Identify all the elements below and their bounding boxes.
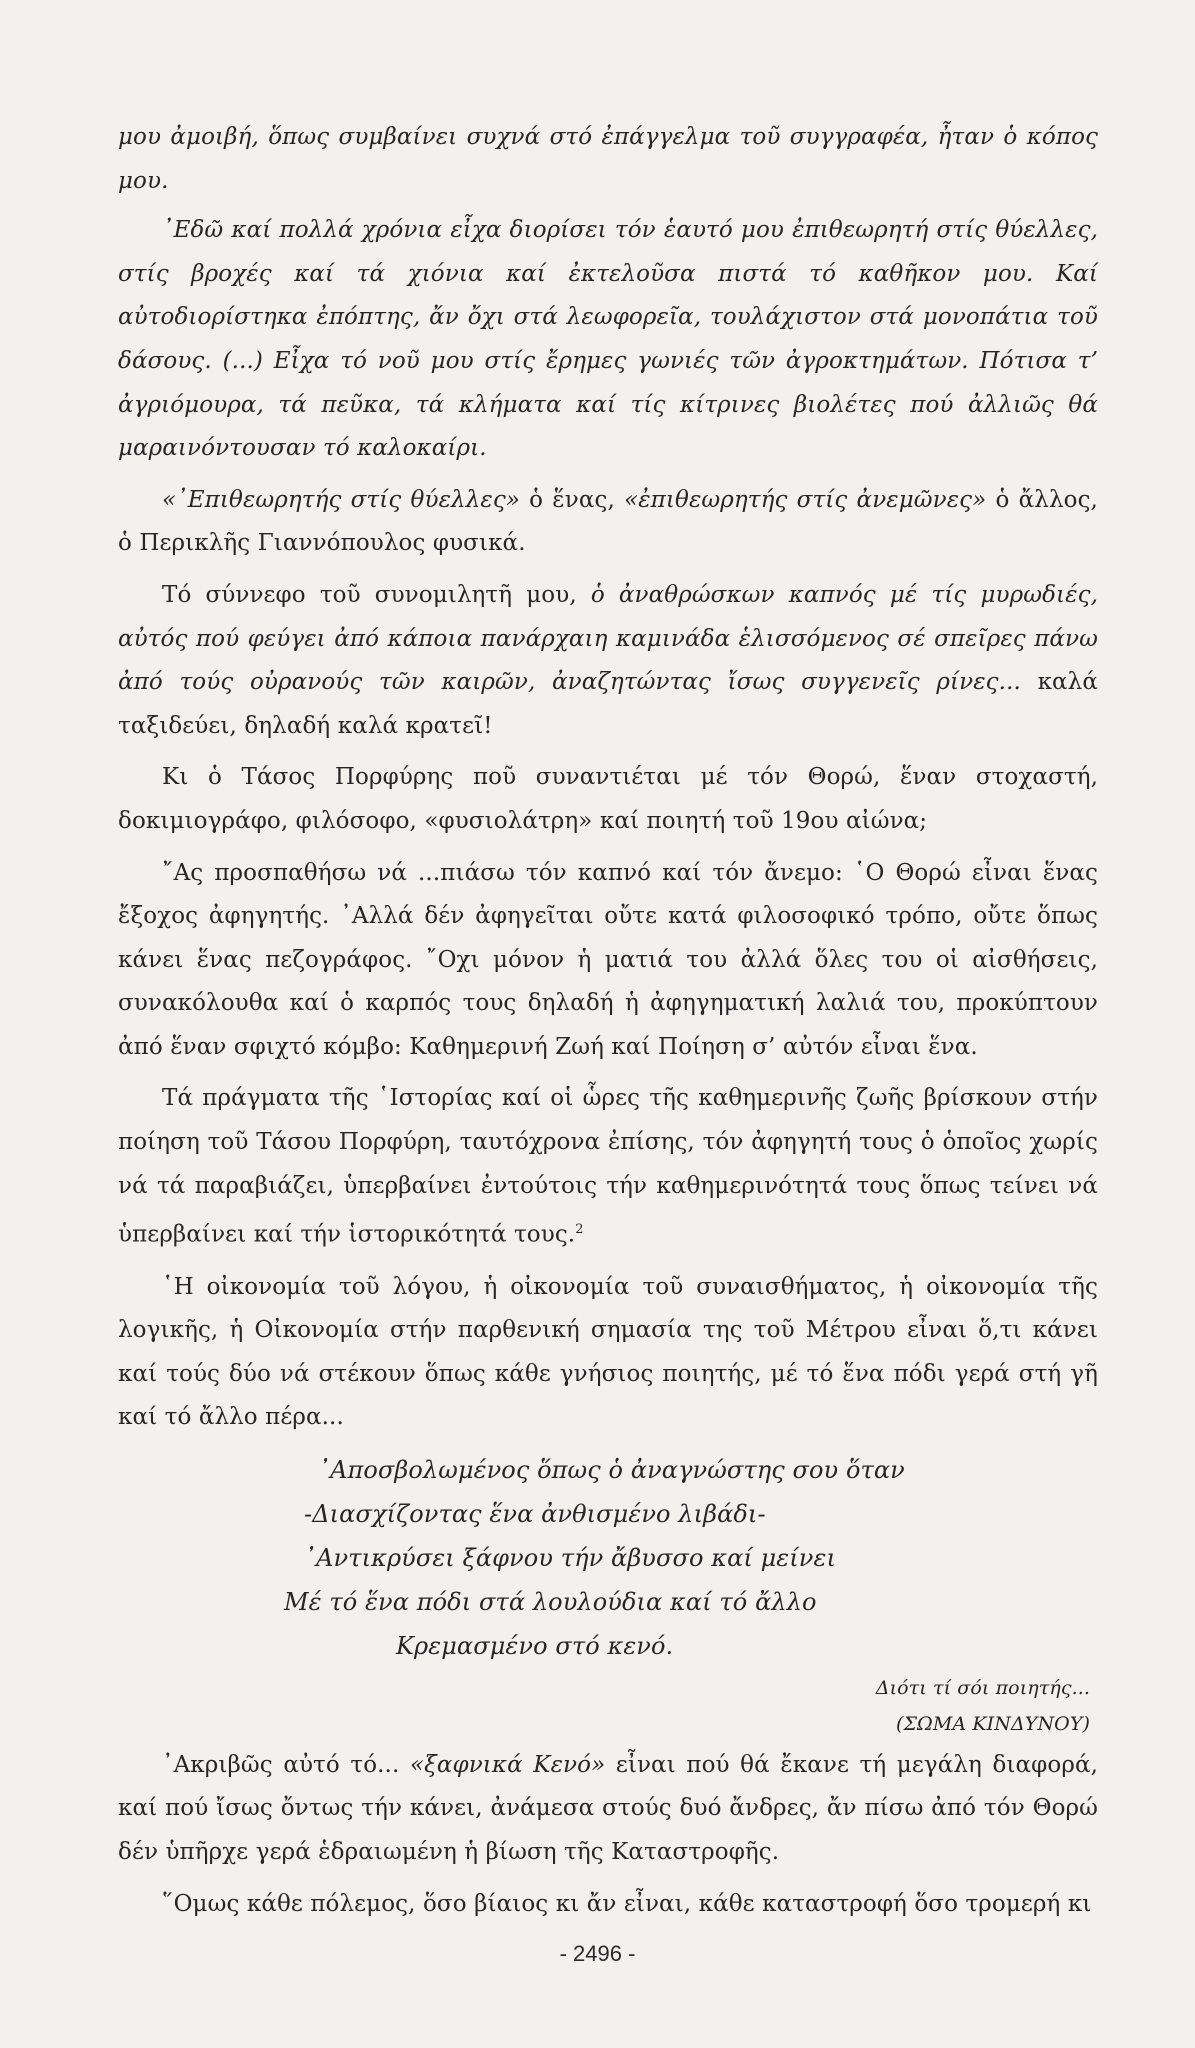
text-run: Τά πράγματα τῆς ῾Ιστορίας καί οἱ ὧρες τῆς καθημερινῆς ζωῆς βρίσκουν στήν ποίηση τοῦ Τάσου Πορφύρη, ταυτόχρονα ἐπίσης, τόν ἀφηγητή τους ὁ ὁποῖος χωρίς νά τά παραβιάζει, ὑπερβαίνει ἐντούτοις τήν καθημερινότητά τους ὅπως τείνει νά ὑπερβαίνει καί τήν ἱστορικότητά τους. <box>118 1085 1098 1248</box>
text-run: ὁ ἄλλος, ὁ Περικλῆς Γιαννόπουλος φυσικά. <box>118 486 1098 557</box>
poem-line: ᾿Αντικρύσει ξάφνου τήν ἄβυσσο καί μείνει <box>304 1543 836 1572</box>
paragraph-history <box>118 1077 1098 1257</box>
paragraph-porfyris: Κι ὁ Τάσος Πορφύρης ποῦ συναντιέται μέ τόν Θορώ, ἕναν στοχαστή, δοκιμιογράφο, φιλόσοφο, «φυσιολάτρη» καί ποιητή τοῦ 19ου αἰώνα; <box>118 764 1098 834</box>
italic-run: «ξαφνικά Κενό» <box>409 1751 606 1778</box>
attribution-source: Διότι τί σόι ποιητής... <box>875 1676 1090 1699</box>
paragraph-war: ῞Ομως κάθε πόλεμος, ὅσο βίαιος κι ἄν εἶναι, κάθε καταστροφή ὅσο τρομερή κι <box>162 1890 1092 1917</box>
italic-run: ὁ ἀναθρώσκων καπνός μέ τίς μυρωδιές, αὐτός πού φεύγει ἀπό κάποια πανάρχαιη καμινάδα ἑλισσόμενος σέ σπεῖρες πάνω ἀπό τούς οὐρανούς τῶν καιρῶν, ἀναζητώντας ἴσως συγγενεῖς ρίνες... <box>118 581 1098 696</box>
paragraph-inspectors <box>118 479 1098 566</box>
page-number: - 2496 - <box>559 1941 636 1966</box>
paragraph-sudden-void <box>118 1744 1098 1875</box>
poem-line: Μέ τό ἕνα πόδι στά λουλούδια καί τό ἄλλο <box>284 1587 817 1616</box>
paragraph-cloud <box>118 574 1098 748</box>
poem-line: ᾿Αποσβολωμένος ὅπως ὁ ἀναγνώστης σου ὅταν <box>318 1455 905 1484</box>
poem-quote <box>118 1448 1098 1668</box>
attribution-collection: (ΣΩΜΑ ΚΙΝΔΥΝΟΥ) <box>895 1712 1090 1735</box>
paragraph-economy: ῾Η οἰκονομία τοῦ λόγου, ἡ οἰκονομία τοῦ συναισθήματος, ἡ οἰκονομία τῆς λογικῆς, ἡ Οἰκονομία στήν παρθενική σημασία της τοῦ Μέτρου εἶναι ὅ,τι κάνει καί τούς δύο νά στέκουν ὅπως κάθε γνήσιος ποιητής, μέ τό ἕνα πόδι γερά στή γῆ καί τό ἄλλο πέρα... <box>118 1273 1098 1431</box>
poem-attribution <box>118 1670 1090 1742</box>
text-run: εἶναι πού θά ἔκανε τή μεγάλη διαφορά, καί πού ἴσως ὄντως τήν κάνει, ἀνάμεσα στούς δυό ἄνδρες, ἄν πίσω ἀπό τόν Θορώ δέν ὑπῆρχε γερά ἑδραιωμένη ἡ βίωση τῆς Καταστροφῆς. <box>118 1751 1098 1866</box>
footnote-marker: 2 <box>575 1222 584 1238</box>
body-text <box>118 116 1098 1934</box>
text-run: καλά ταξιδεύει, δηλαδή καλά κρατεῖ! <box>118 669 1098 739</box>
paragraph-quote-thoreau: ᾿Εδῶ καί πολλά χρόνια εἶχα διορίσει τόν ἑαυτό μου ἐπιθεωρητή στίς θύελλες, στίς βροχές καί τά χιόνια καί ἐκτελοῦσα πιστά τό καθῆκον μου. Καί αὐτοδιορίστηκα ἐπόπτης, ἄν ὄχι στά λεωφορεῖα, τουλάχιστον στά μονοπάτια τοῦ δάσους. (...) Εἶχα τό νοῦ μου στίς ἔρημες γωνιές τῶν ἀγροκτημάτων. Πότισα τ’ ἀγριόμουρα, τά πεῦκα, τά κλήματα καί τίς κίτρινες βιολέτες πού ἀλλιῶς θά μαραινόντουσαν τό καλοκαίρι. <box>118 217 1098 462</box>
text-run: Τό σύννεφο τοῦ συνομιλητῆ μου, <box>162 581 591 608</box>
text-run: ὁ ἕνας, <box>519 486 625 513</box>
paragraph-narrator: ῎Ας προσπαθήσω νά ...πιάσω τόν καπνό καί τόν ἄνεμο: ῾Ο Θορώ εἶναι ἕνας ἔξοχος ἀφηγητής. ᾿Αλλά δέν ἀφηγεῖται οὔτε κατά φιλοσοφικό τρόπο, οὔτε ὅπως κάνει ἕνας πεζογράφος. ῎Οχι μόνον ἡ ματιά του ἀλλά ὅλες του οἱ αἰσθήσεις, συνακόλουθα καί ὁ καρπός τους δηλαδή ἡ ἀφηγηματική λαλιά του, προκύπτουν ἀπό ἕναν σφιχτό κόμβο: Καθημερινή Ζωή καί Ποίηση σ’ αὐτόν εἶναι ἕνα. <box>118 859 1098 1060</box>
paragraph-continuation: μου ἀμοιβή, ὅπως συμβαίνει συχνά στό ἐπάγγελμα τοῦ συγγραφέα, ἦταν ὁ κόπος μου. <box>118 124 1098 194</box>
poem-line: -Διασχίζοντας ἕνα ἀνθισμένο λιβάδι- <box>304 1499 766 1528</box>
poem-line: Κρεμασμένο στό κενό. <box>396 1631 674 1660</box>
text-run: ᾿Ακριβῶς αὐτό τό... <box>162 1751 410 1778</box>
quote-storm-inspector: «᾿Επιθεωρητής στίς θύελλες» <box>162 486 520 513</box>
quote-anemone-inspector: «ἐπιθεωρητής στίς ἀνεμῶνες» <box>624 486 987 513</box>
